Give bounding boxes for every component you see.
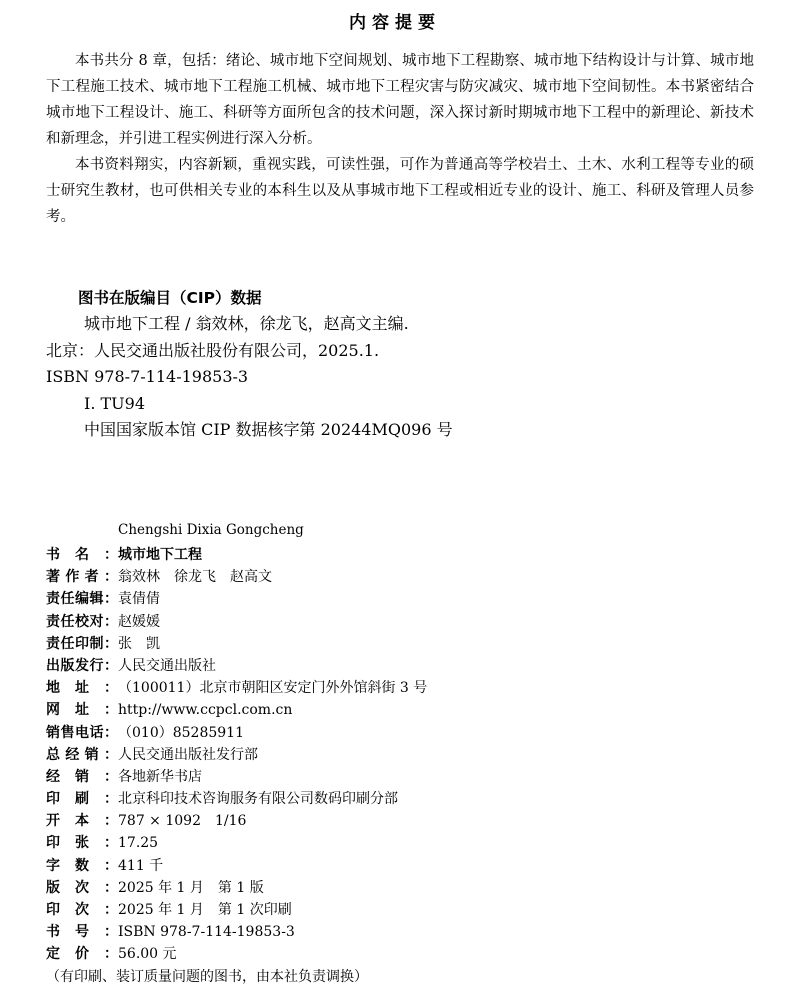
detail-value: ISBN 978-7-114-19853-3: [118, 924, 295, 941]
detail-value: 2025 年 1 月 第 1 版: [118, 879, 264, 896]
detail-value: 赵媛媛: [118, 613, 160, 630]
detail-label: 网 址 ：: [46, 702, 118, 719]
detail-row-sheets: [46, 832, 766, 854]
detail-label: 印 刷 ：: [46, 791, 118, 808]
summary-heading: 内容提要: [349, 13, 441, 33]
detail-row-format: [46, 810, 766, 832]
detail-value: 北京科印技术咨询服务有限公司数码印刷分部: [118, 791, 398, 808]
cip-line-classification: Ⅰ. TU94: [84, 393, 146, 413]
detail-row-general-distributor: [46, 744, 766, 766]
detail-label: 出 版 发 行 ：: [46, 657, 118, 674]
detail-row-word-count: [46, 855, 766, 877]
detail-label: 定 价 ：: [46, 946, 118, 963]
detail-row-printing: [46, 899, 766, 921]
detail-row-authors: [46, 566, 766, 588]
detail-row-printer: [46, 788, 766, 810]
detail-label: 著 作 者 ：: [46, 569, 118, 586]
detail-row-price: [46, 943, 766, 965]
publication-details: [46, 544, 766, 988]
detail-value: 人民交通出版社发行部: [118, 746, 258, 763]
detail-row-book-number: [46, 921, 766, 943]
summary-paragraph-1: 本书共分 8 章，包括：绪论、城市地下空间规划、城市地下工程勘察、城市地下结构设计与计算、城市地下工程施工技术、城市地下工程施工机械、城市地下工程灾害与防灾减灾、城市地下空间韧性。本书紧密结合城市地下工程设计、施工、科研等方面所包含的技术问题，深入探讨新时期城市地下工程中的新理论、新技术和新理念，并引进工程实例进行深入分析。: [46, 53, 754, 147]
quality-note: （有印刷、装订质量问题的图书，由本社负责调换）: [46, 968, 368, 985]
detail-value: 17.25: [118, 835, 159, 852]
detail-label: 印 次 ：: [46, 902, 118, 918]
summary-section: [46, 48, 754, 230]
cip-line-isbn: ISBN 978-7-114-19853-3: [46, 367, 249, 386]
detail-label: 开 本 ：: [46, 813, 118, 830]
detail-row-address: [46, 677, 766, 699]
detail-value: 城市地下工程: [118, 547, 202, 563]
detail-label: 版 次 ：: [46, 879, 118, 896]
detail-row-print-supervisor: [46, 633, 766, 655]
detail-label: 责 任 校 对 ：: [46, 613, 118, 630]
detail-row-title: [46, 544, 766, 566]
detail-label: 总 经 销 ：: [46, 746, 118, 763]
detail-row-distributor: [46, 766, 766, 788]
summary-paragraph-2: 本书资料翔实，内容新颖，重视实践，可读性强，可作为普通高等学校岩土、土木、水利工程等专业的硕士研究生教材，也可供相关专业的本科生以及从事城市地下工程或相近专业的设计、施工、科研及管理人员参考。: [46, 157, 754, 225]
detail-label: 书 号 ：: [46, 924, 118, 941]
detail-row-publisher: [46, 655, 766, 677]
cip-title: 图书在版编目（CIP）数据: [78, 289, 262, 307]
detail-value: http://www.ccpcl.com.cn: [118, 702, 293, 719]
detail-row-sales-phone: [46, 722, 766, 744]
detail-value: 2025 年 1 月 第 1 次印刷: [118, 902, 292, 918]
detail-value: 翁效林 徐龙飞 赵高文: [118, 569, 272, 586]
detail-value: 人民交通出版社: [118, 657, 216, 674]
detail-label: 责 任 印 制 ：: [46, 635, 118, 652]
detail-row-website: [46, 699, 766, 721]
cip-line-publisher: 北京：人民交通出版社股份有限公司，2025.1.: [46, 340, 380, 360]
detail-value: 787 × 1092 1/16: [118, 813, 247, 830]
detail-label: 字 数 ：: [46, 857, 118, 874]
detail-row-edition: [46, 877, 766, 899]
pinyin-title: Chengshi Dixia Gongcheng: [118, 522, 304, 538]
detail-value: 张 凯: [118, 635, 160, 652]
detail-label: 印 张 ：: [46, 835, 118, 852]
detail-value: （100011）北京市朝阳区安定门外外馆斜街 3 号: [118, 680, 428, 697]
detail-value: 56.00 元: [118, 946, 177, 963]
detail-label: 地 址 ：: [46, 680, 118, 697]
detail-value: 袁倩倩: [118, 591, 160, 608]
cip-line-record-number: 中国国家版本馆 CIP 数据核字第 20244MQ096 号: [84, 420, 453, 439]
detail-label: 责 任 编 辑 ：: [46, 591, 118, 608]
detail-label: 书 名 ：: [46, 547, 118, 563]
detail-row-editor: [46, 588, 766, 610]
detail-value: 各地新华书店: [118, 768, 202, 785]
cip-line-title-authors: 城市地下工程 / 翁效林，徐龙飞，赵高文主编.: [84, 314, 409, 333]
cip-block: [46, 311, 766, 444]
detail-label: 经 销 ：: [46, 768, 118, 785]
detail-row-proofreader: [46, 611, 766, 633]
detail-value: 411 千: [118, 857, 164, 874]
detail-value: （010）85285911: [118, 724, 244, 741]
detail-label: 销 售 电 话 ：: [46, 724, 118, 741]
